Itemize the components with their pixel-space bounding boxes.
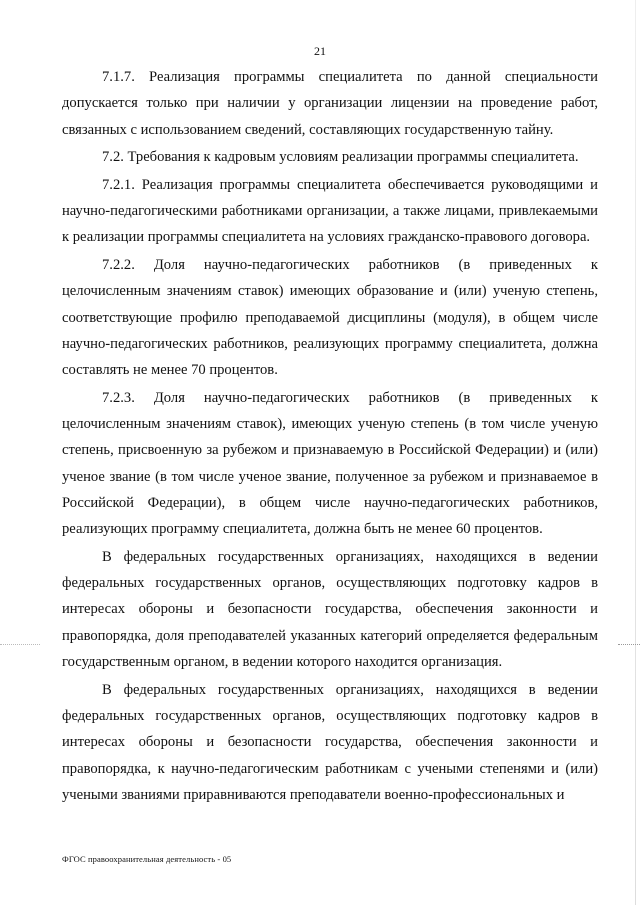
scan-artifact-right [618,644,640,646]
paragraph-7-2-3: 7.2.3. Доля научно-педагогических работников (в приведенных к целочисленным значениям ставок), имеющих ученую степень (в том числе ученую степень, присвоенную за рубежом и признаваемую в Российской Федерации) и (или) ученое звание (в том числе ученое звание, полученное за рубежом и признаваемое в Российской Федерации), в общем числе научно-педагогических работников, реализующих программу специалитета, должна быть не менее 60 процентов. [62,389,598,538]
body-text [62,64,598,808]
paragraph-federal-organizations-1: В федеральных государственных организациях, находящихся в ведении федеральных государственных органов, осуществляющих подготовку кадров в интересах обороны и безопасности государства, обеспечения законности и правопорядка, доля преподавателей указанных категорий определяется федеральным государственным органом, в ведении которого находится организация. [62,548,598,671]
scan-artifact-left [0,644,40,646]
paragraph-federal-organizations-2: В федеральных государственных организациях, находящихся в ведении федеральных государственных органов, осуществляющих подготовку кадров в интересах обороны и безопасности государства, обеспечения законности и правопорядка, к научно-педагогическим работникам с учеными степенями и (или) учеными званиями приравниваются преподаватели военно-профессиональных и [62,681,598,803]
page-number: 21 [314,44,326,58]
paragraph-7-2: 7.2. Требования к кадровым условиям реализации программы специалитета. [102,149,579,166]
page-footer: ФГОС правоохранительная деятельность - 05 [62,854,232,864]
paragraph-7-2-1: 7.2.1. Реализация программы специалитета обеспечивается руководящими и научно-педагогическими работниками организации, а также лицами, привлекаемыми к реализации программы специалитета на условиях гражданско-правового договора. [62,176,598,246]
paragraph-7-1-7: 7.1.7. Реализация программы специалитета по данной специальности допускается только при наличии у организации лицензии на проведение работ, связанных с использованием сведений, составляющих государственную тайну. [62,69,598,138]
scan-edge-line [635,0,636,905]
paragraph-7-2-2: 7.2.2. Доля научно-педагогических работников (в приведенных к целочисленным значениям ставок) имеющих образование и (или) ученую степень, соответствующие профилю преподаваемой дисциплины (модуля), в общем числе научно-педагогических работников, реализующих программу специалитета, должна составлять не менее 70 процентов. [62,256,598,379]
